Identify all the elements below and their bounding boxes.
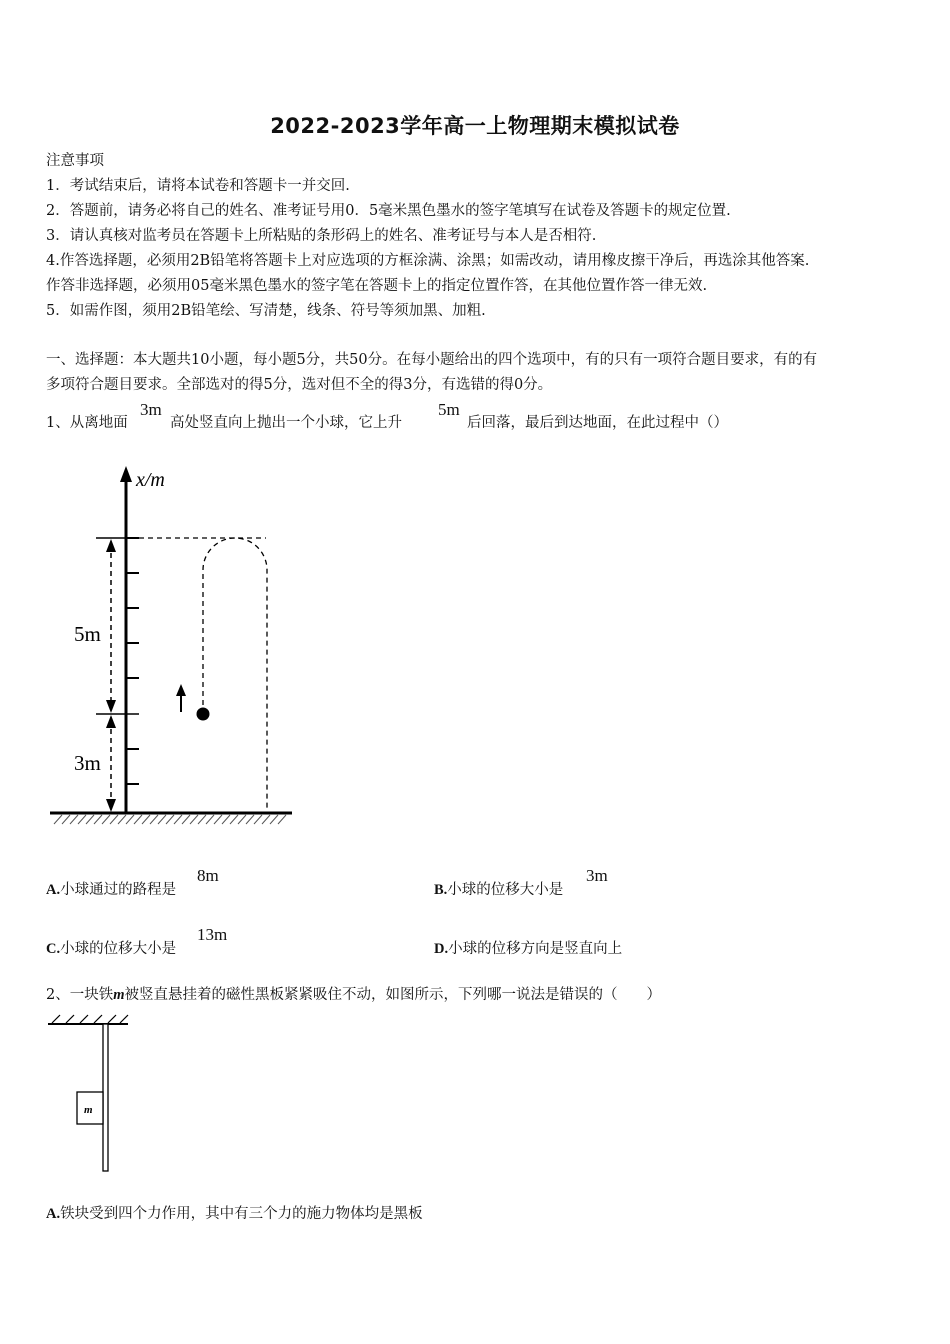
q1-trajectory-figure (40, 460, 310, 835)
label-3m: 3m (74, 751, 101, 775)
q1-stem-part1: 1、从离地面 (46, 415, 128, 431)
q1-height-value: 3m (140, 400, 162, 419)
notes-heading: 注意事项 (46, 153, 104, 169)
q1-option-b[interactable]: B.小球的位移大小是 (434, 882, 564, 898)
notes-item: 作答非选择题，必须用05毫米黑色墨水的签字笔在答题卡上的指定位置作答，在其他位置作答一律无效. (46, 278, 708, 294)
axis-arrow-icon (120, 466, 132, 482)
q1-option-c-value: 13m (197, 925, 228, 944)
notes-item: 1．考试结束后，请将本试卷和答题卡一并交回. (46, 178, 350, 194)
axis-ticks (126, 538, 139, 784)
notes-item: 2．答题前，请务必将自己的姓名、准考证号用0．5毫米黑色墨水的签字笔填写在试卷及答题卡的规定位置. (46, 203, 731, 219)
ceiling-hatching (52, 1015, 128, 1023)
q1-stem-part3: 后回落，最后到达地面，在此过程中（） (467, 415, 728, 431)
notes-item: 5．如需作图，须用2B铅笔绘、写清楚，线条、符号等须加黑、加粗. (46, 303, 486, 319)
label-5m: 5m (74, 622, 101, 646)
block-label: m (84, 1104, 93, 1116)
section-heading-line1: 一、选择题：本大题共10小题，每小题5分，共50分。在每小题给出的四个选项中，有的只有一项符合题目要求，有的有 (46, 352, 818, 368)
q2-option-a[interactable]: A.铁块受到四个力作用，其中有三个力的施力物体均是黑板 (46, 1206, 423, 1222)
q2-stem: 2、一块铁m被竖直悬挂着的磁性黑板紧紧吸住不动，如图所示，下列哪一说法是错误的（ ） (46, 987, 662, 1003)
q1-option-d[interactable]: D.小球的位移方向是竖直向上 (434, 941, 623, 957)
q1-option-b-value: 3m (586, 866, 608, 885)
velocity-arrow-icon (176, 684, 186, 696)
notes-item: 3．请认真核对监考员在答题卡上所粘贴的条形码上的姓名、准考证号与本人是否相符. (46, 228, 597, 244)
q1-option-a[interactable]: A.小球通过的路程是 (46, 882, 177, 898)
q1-option-c[interactable]: C.小球的位移大小是 (46, 941, 177, 957)
notes-item: 4.作答选择题，必须用2B铅笔将答题卡上对应选项的方框涂满、涂黑；如需改动，请用橡皮擦干净后，再选涂其他答案. (46, 253, 810, 269)
ground-hatching (54, 815, 286, 824)
page-title: 2022-2023学年高一上物理期末模拟试卷 (270, 114, 680, 138)
q2-blackboard-figure (44, 1012, 134, 1177)
trajectory-path (203, 538, 267, 810)
q1-option-a-value: 8m (197, 866, 219, 885)
axis-label: x/m (136, 469, 165, 491)
q1-rise-value: 5m (438, 400, 460, 419)
section-heading-line2: 多项符合题目要求。全部选对的得5分，选对但不全的得3分，有选错的得0分。 (46, 377, 553, 393)
q1-stem-part2: 高处竖直向上抛出一个小球，它上升 (170, 415, 402, 431)
ball (197, 708, 210, 721)
blackboard (103, 1024, 108, 1171)
